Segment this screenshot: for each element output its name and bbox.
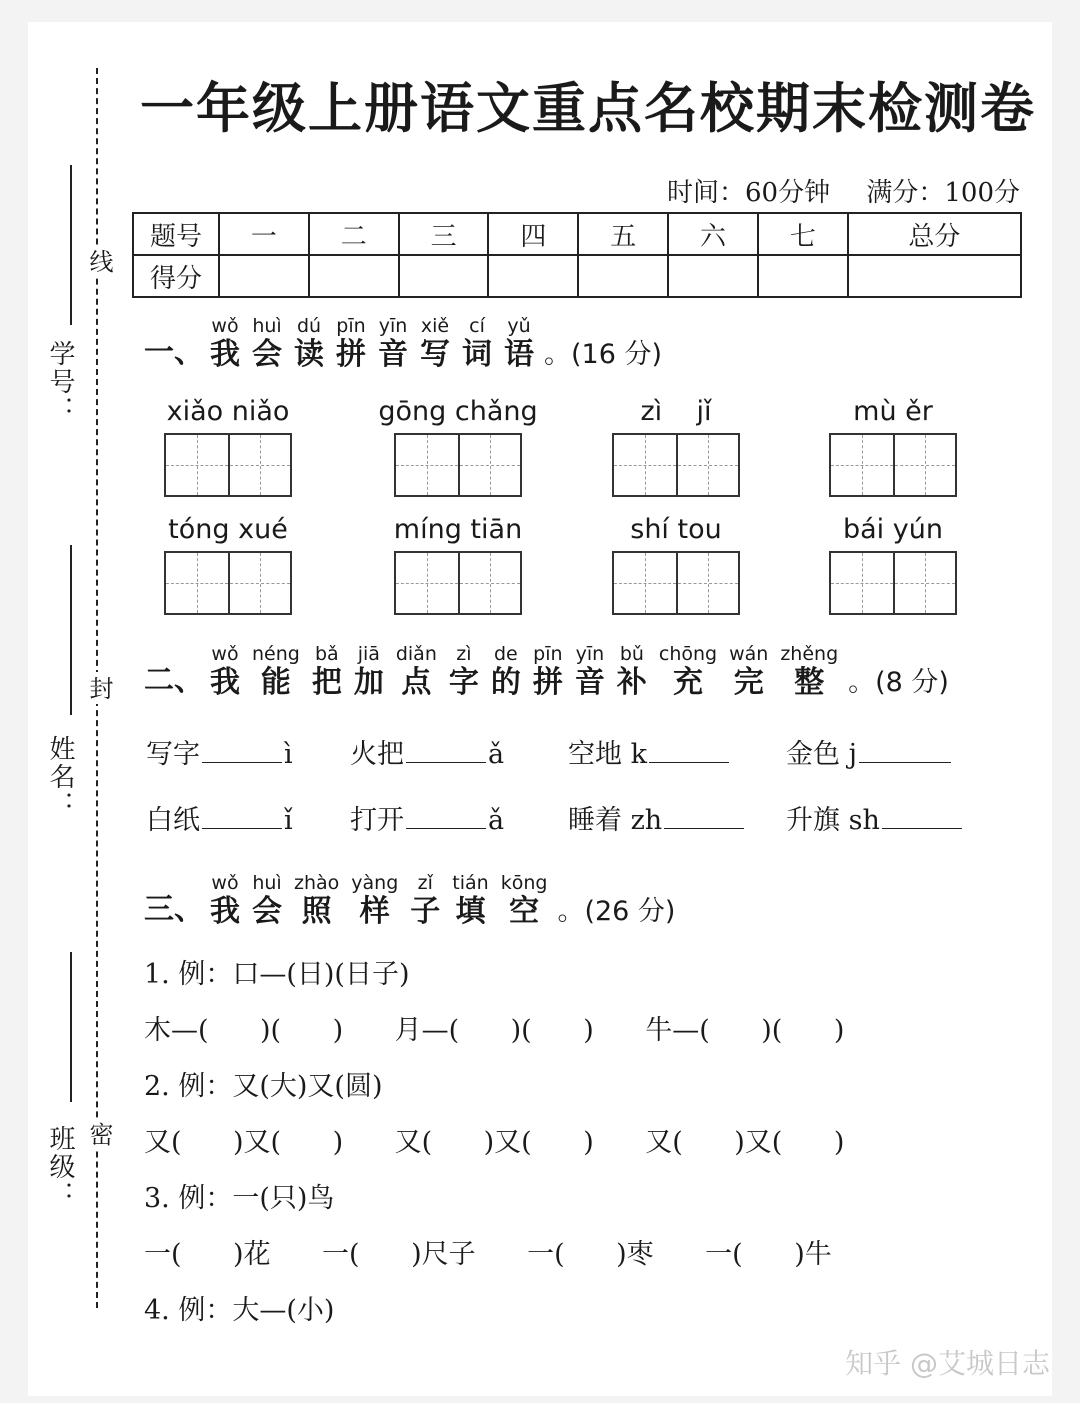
header-cell: 七 [758, 213, 848, 255]
grid-cell[interactable] [893, 435, 955, 495]
ruby-pinyin: huì [252, 872, 282, 894]
ruby-hanzi: 音 [378, 337, 408, 372]
score-cell[interactable] [219, 255, 309, 297]
section-number: 一、 [144, 335, 204, 370]
ruby-char [354, 643, 384, 701]
score-cell[interactable] [399, 255, 489, 297]
header-cell: 五 [578, 213, 668, 255]
fill-item [350, 732, 504, 771]
margin-mark-xian: 线 [82, 245, 117, 277]
ruby-pinyin: pīn [533, 643, 563, 665]
example-line: 3. 例：一(只)鸟 [144, 1183, 335, 1214]
grid-cell[interactable] [893, 553, 955, 613]
writing-grid[interactable] [394, 433, 522, 497]
ruby-hanzi: 整 [794, 665, 825, 700]
time-limit: 时间：60分钟 [667, 178, 831, 208]
ruby-hanzi: 我 [210, 337, 240, 372]
writing-grid[interactable] [394, 551, 522, 615]
grid-cell[interactable] [228, 435, 290, 495]
grid-cell[interactable] [166, 553, 228, 613]
pinyin-word-item [596, 395, 756, 497]
ruby-pinyin: dú [296, 315, 322, 337]
grid-cell[interactable] [831, 553, 893, 613]
pinyin-text: mù ěr [853, 396, 933, 427]
ruby-hanzi: 样 [359, 894, 390, 929]
ruby-char [378, 315, 408, 373]
ruby-pinyin: yàng [351, 872, 399, 894]
ruby-char [780, 643, 838, 701]
ruby-pinyin: bǎ [314, 643, 339, 665]
ruby-char [462, 315, 492, 373]
ruby-char [252, 872, 282, 930]
pinyin-text: zì jǐ [640, 396, 712, 427]
fill-item [568, 798, 746, 837]
ruby-char [312, 643, 342, 701]
fill-item [786, 798, 964, 837]
grid-cell[interactable] [831, 435, 893, 495]
fill-word: 升旗 sh [786, 805, 880, 836]
student-id-blank [70, 165, 72, 325]
fill-word: 空地 k [568, 739, 647, 770]
class-label: 班级： [45, 1125, 75, 1209]
fill-tail: ǎ [488, 739, 505, 770]
writing-grid[interactable] [164, 551, 292, 615]
section-score: 。(16 分) [544, 339, 663, 370]
pinyin-word-item [378, 395, 538, 497]
watermark: 知乎 @艾城日志 [845, 1347, 1050, 1380]
ruby-hanzi: 补 [616, 665, 647, 700]
ruby-char [659, 643, 717, 701]
ruby-char [452, 872, 488, 930]
example-line: 4. 例：大—(小) [144, 1295, 335, 1326]
fill-item [146, 798, 293, 837]
fill-item [568, 732, 731, 771]
ruby-char [575, 643, 605, 701]
ruby-pinyin: zǐ [417, 872, 433, 894]
score-cell[interactable] [488, 255, 578, 297]
pinyin-text: míng tiān [393, 514, 523, 545]
ruby-pinyin: yīn [575, 643, 605, 665]
grid-cell[interactable] [458, 553, 520, 613]
ruby-pinyin: pīn [336, 315, 366, 337]
exercise-line[interactable]: 又( )又( ) 又( )又( ) 又( )又( ) [144, 1127, 845, 1158]
writing-grid[interactable] [612, 551, 740, 615]
ruby-pinyin: kōng [500, 872, 548, 894]
section-1-heading [144, 315, 662, 373]
ruby-char [491, 643, 521, 701]
name-blank [70, 545, 72, 715]
grid-cell[interactable] [676, 553, 738, 613]
ruby-hanzi: 加 [353, 665, 384, 700]
grid-cell[interactable] [396, 435, 458, 495]
ruby-char [617, 643, 647, 701]
ruby-pinyin: yīn [378, 315, 408, 337]
pinyin-word-item [813, 395, 973, 497]
header-cell: 六 [668, 213, 758, 255]
ruby-pinyin: bǔ [619, 643, 644, 665]
pinyin-text: xiǎo niǎo [166, 396, 290, 427]
ruby-pinyin: zì [456, 643, 472, 665]
grid-cell[interactable] [458, 435, 520, 495]
score-cell[interactable] [668, 255, 758, 297]
grid-cell[interactable] [676, 435, 738, 495]
exam-meta [639, 172, 1020, 209]
margin-mark-mi: 密 [82, 1118, 117, 1150]
fill-word: 写字 [146, 739, 200, 770]
ruby-pinyin: yǔ [507, 315, 531, 337]
ruby-char [449, 643, 479, 701]
pinyin-text: bái yún [843, 514, 943, 545]
fill-blank[interactable] [202, 761, 282, 763]
ruby-pinyin: huì [252, 315, 282, 337]
ruby-hanzi: 充 [672, 665, 703, 700]
section-number: 三、 [144, 892, 204, 927]
header-cell: 总分 [848, 213, 1021, 255]
ruby-hanzi: 我 [210, 665, 240, 700]
fill-blank[interactable] [406, 761, 486, 763]
pinyin-word-item [148, 395, 308, 497]
header-cell: 四 [488, 213, 578, 255]
student-id-label: 学号： [45, 340, 75, 424]
ruby-hanzi: 我 [210, 894, 240, 929]
fill-item [350, 798, 504, 837]
fill-word: 睡着 zh [568, 805, 663, 836]
fill-tail: ǐ [284, 805, 293, 836]
ruby-pinyin: néng [252, 643, 300, 665]
ruby-hanzi: 会 [252, 894, 282, 929]
ruby-char [410, 872, 440, 930]
pinyin-word-item [813, 513, 973, 615]
ruby-hanzi: 把 [311, 665, 342, 700]
ruby-hanzi: 子 [410, 894, 441, 929]
ruby-hanzi: 能 [260, 665, 291, 700]
ruby-char [533, 643, 563, 701]
pinyin-text: tóng xué [168, 514, 288, 545]
ruby-char [336, 315, 366, 373]
ruby-char [210, 643, 240, 701]
section-number: 二、 [144, 663, 204, 698]
ruby-char [501, 872, 548, 930]
exercise-line[interactable]: 一( )花 一( )尺子 一( )枣 一( )牛 [144, 1239, 832, 1270]
fill-item [146, 732, 293, 771]
ruby-char [294, 315, 324, 373]
ruby-hanzi: 拼 [336, 337, 366, 372]
grid-cell[interactable] [614, 435, 676, 495]
writing-grid[interactable] [829, 551, 957, 615]
ruby-hanzi: 填 [455, 894, 486, 929]
ruby-hanzi: 音 [574, 665, 605, 700]
ruby-hanzi: 会 [252, 337, 282, 372]
ruby-char [252, 643, 300, 701]
ruby-char [294, 872, 339, 930]
score-cell[interactable] [848, 255, 1021, 297]
grid-cell[interactable] [228, 553, 290, 613]
header-cell: 二 [309, 213, 399, 255]
ruby-hanzi: 拼 [532, 665, 563, 700]
score-cell[interactable] [758, 255, 848, 297]
pinyin-text: shí tou [630, 514, 722, 545]
score-cell[interactable] [578, 255, 668, 297]
pinyin-word-item [596, 513, 756, 615]
header-cell: 一 [219, 213, 309, 255]
ruby-char [729, 643, 768, 701]
ruby-hanzi: 字 [448, 665, 479, 700]
ruby-pinyin: xiě [420, 315, 450, 337]
grid-cell[interactable] [396, 553, 458, 613]
ruby-pinyin: wǒ [211, 643, 239, 665]
fill-blank[interactable] [664, 827, 744, 829]
ruby-char [420, 315, 450, 373]
page-title: 一年级上册语文重点名校期末检测卷 [140, 77, 1036, 140]
exercise-line[interactable]: 木—( )( ) 月—( )( ) 牛—( )( ) [144, 1015, 845, 1046]
writing-grid[interactable] [612, 433, 740, 497]
grid-cell[interactable] [166, 435, 228, 495]
section-score: 。(26 分) [557, 896, 676, 927]
header-cell: 三 [399, 213, 489, 255]
margin-mark-feng: 封 [82, 672, 117, 704]
ruby-hanzi: 词 [462, 337, 492, 372]
ruby-hanzi: 语 [504, 337, 534, 372]
section-score: 。(8 分) [848, 667, 949, 698]
fill-item [786, 732, 953, 771]
name-label: 姓名： [45, 735, 75, 819]
ruby-pinyin: diǎn [395, 643, 437, 665]
fill-word: 金色 j [786, 739, 857, 770]
class-blank [70, 952, 72, 1102]
score-table-header-row [133, 213, 1021, 255]
score-table-score-row [133, 255, 1021, 297]
ruby-pinyin: cí [469, 315, 485, 337]
section-3-heading [144, 872, 675, 930]
ruby-pinyin: chōng [658, 643, 718, 665]
fill-blank[interactable] [859, 761, 951, 763]
pinyin-text: gōng chǎng [378, 396, 538, 427]
fill-blank[interactable] [649, 761, 729, 763]
ruby-char [504, 315, 534, 373]
ruby-pinyin: tián [452, 872, 489, 894]
pinyin-word-item [378, 513, 538, 615]
ruby-hanzi: 完 [733, 665, 764, 700]
fill-blank[interactable] [882, 827, 962, 829]
section-2-heading [144, 643, 949, 701]
ruby-pinyin: zhào [294, 872, 340, 894]
header-cell: 题号 [133, 213, 219, 255]
writing-grid[interactable] [164, 433, 292, 497]
ruby-pinyin: de [494, 643, 518, 665]
ruby-pinyin: wǒ [211, 315, 239, 337]
fill-blank[interactable] [202, 827, 282, 829]
fill-word: 火把 [350, 739, 404, 770]
grid-cell[interactable] [614, 553, 676, 613]
ruby-pinyin: jiā [357, 643, 380, 665]
ruby-hanzi: 点 [401, 665, 432, 700]
ruby-pinyin: wǒ [211, 872, 239, 894]
score-cell[interactable] [309, 255, 399, 297]
ruby-char [351, 872, 398, 930]
ruby-char [210, 315, 240, 373]
fill-tail: ǎ [488, 805, 505, 836]
ruby-char [210, 872, 240, 930]
fill-tail: ì [284, 739, 293, 770]
example-line: 1. 例：口—(日)(日子) [144, 959, 410, 990]
score-table [132, 212, 1022, 298]
ruby-char [252, 315, 282, 373]
full-score: 满分：100分 [866, 178, 1020, 208]
ruby-pinyin: zhěng [780, 643, 839, 665]
ruby-char [396, 643, 437, 701]
fill-word: 白纸 [146, 805, 200, 836]
ruby-hanzi: 读 [294, 337, 324, 372]
ruby-hanzi: 写 [420, 337, 450, 372]
score-row-label: 得分 [133, 255, 219, 297]
example-line: 2. 例：又(大)又(圆) [144, 1071, 383, 1102]
fill-word: 打开 [350, 805, 404, 836]
writing-grid[interactable] [829, 433, 957, 497]
ruby-hanzi: 空 [509, 894, 540, 929]
ruby-hanzi: 的 [490, 665, 521, 700]
ruby-pinyin: wán [729, 643, 769, 665]
fill-blank[interactable] [406, 827, 486, 829]
pinyin-word-item [148, 513, 308, 615]
ruby-hanzi: 照 [301, 894, 332, 929]
